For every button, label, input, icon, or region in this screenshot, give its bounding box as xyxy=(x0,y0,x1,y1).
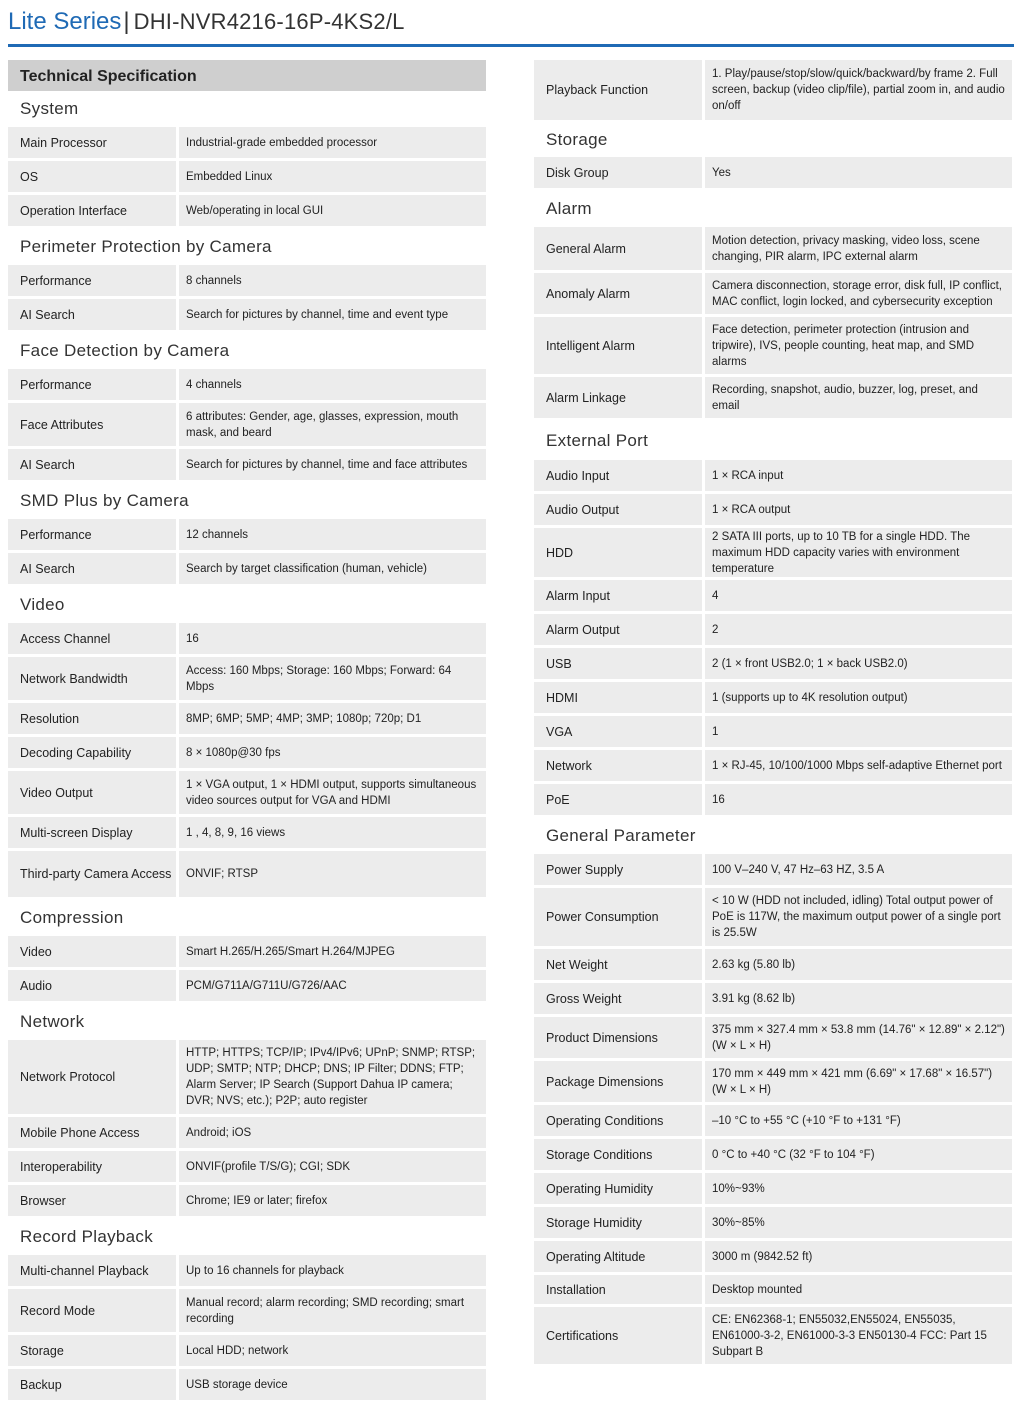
spec-value: 2 (1 × front USB2.0; 1 × back USB2.0) xyxy=(705,648,1012,679)
section-title-system: System xyxy=(20,99,79,118)
spec-label: Interoperability xyxy=(8,1151,176,1182)
spec-label: Video Output xyxy=(8,771,176,814)
spec-label: VGA xyxy=(534,716,702,747)
spec-label: Resolution xyxy=(8,703,176,734)
spec-label: Audio Input xyxy=(534,460,702,491)
spec-value: Desktop mounted xyxy=(705,1275,1012,1304)
spec-value: Search by target classification (human, vehicle) xyxy=(179,553,486,584)
spec-label: USB xyxy=(534,648,702,679)
spec-label: OS xyxy=(8,161,176,192)
left-column xyxy=(8,60,486,1403)
spec-row-general-parameter-storage-conditions xyxy=(534,1139,1012,1170)
spec-value: Access: 160 Mbps; Storage: 160 Mbps; Forward: 64 Mbps xyxy=(179,657,486,700)
spec-row-perimeter-protection-by-camera-ai-search xyxy=(8,299,486,330)
spec-label: Performance xyxy=(8,265,176,296)
spec-label: Operating Humidity xyxy=(534,1173,702,1204)
spec-label: Audio xyxy=(8,970,176,1001)
spec-value: 4 channels xyxy=(179,369,486,400)
spec-row-general-parameter-product-dimensions xyxy=(534,1017,1012,1058)
spec-label: Net Weight xyxy=(534,949,702,980)
spec-value: 0 °C to +40 °C (32 °F to 104 °F) xyxy=(705,1139,1012,1170)
spec-row-general-parameter-operating-humidity xyxy=(534,1173,1012,1204)
section-title-record-playback: Record Playback xyxy=(20,1227,154,1246)
spec-row-system-operation-interface xyxy=(8,195,486,226)
spec-value: Android; iOS xyxy=(179,1117,486,1148)
spec-row-network-mobile-phone-access xyxy=(8,1117,486,1148)
spec-value: 1 × RCA input xyxy=(705,460,1012,491)
spec-row-video-third-party-camera-access xyxy=(8,851,486,897)
spec-row-network-interoperability xyxy=(8,1151,486,1182)
spec-value: HTTP; HTTPS; TCP/IP; IPv4/IPv6; UPnP; SNMP; RTSP; UDP; SMTP; NTP; DHCP; DNS; IP Filter; DDNS; FTP; Alarm Server; IP Search (Support Dahua IP camera; DVR; NVS; etc.); P2P; auto register xyxy=(179,1040,486,1114)
section-title-video: Video xyxy=(20,595,65,614)
spec-value: Industrial-grade embedded processor xyxy=(179,127,486,158)
spec-label: Record Mode xyxy=(8,1289,176,1332)
spec-row-smd-plus-by-camera-performance xyxy=(8,519,486,550)
spec-label: Face Attributes xyxy=(8,403,176,446)
spec-label: Power Consumption xyxy=(534,888,702,946)
spec-label: Backup xyxy=(8,1369,176,1400)
spec-value: 1 × VGA output, 1 × HDMI output, supports simultaneous video sources output for VGA and HDMI xyxy=(179,771,486,814)
spec-value: Motion detection, privacy masking, video loss, scene changing, PIR alarm, IPC external alarm xyxy=(705,227,1012,270)
section-title-perimeter-protection-by-camera: Perimeter Protection by Camera xyxy=(20,237,272,256)
spec-row-video-resolution xyxy=(8,703,486,734)
spec-row-external-port-hdmi xyxy=(534,682,1012,713)
spec-value: 16 xyxy=(705,784,1012,815)
header-separator: | xyxy=(123,8,130,35)
spec-table-title: Technical Specification xyxy=(8,60,486,91)
spec-row-general-parameter-certifications xyxy=(534,1307,1012,1364)
spec-row-external-port-network xyxy=(534,750,1012,781)
spec-row-video-multi-screen-display xyxy=(8,817,486,848)
section-title-face-detection-by-camera: Face Detection by Camera xyxy=(20,341,230,360)
spec-label: Alarm Linkage xyxy=(534,377,702,418)
spec-value: 170 mm × 449 mm × 421 mm (6.69" × 17.68" × 16.57") (W × L × H) xyxy=(705,1061,1012,1102)
spec-value: 8 × 1080p@30 fps xyxy=(179,737,486,768)
spec-label: Certifications xyxy=(534,1307,702,1364)
spec-value: 30%~85% xyxy=(705,1207,1012,1238)
spec-value: 1 xyxy=(705,716,1012,747)
spec-value: 100 V–240 V, 47 Hz–63 HZ, 3.5 A xyxy=(705,854,1012,885)
spec-label: Operating Altitude xyxy=(534,1241,702,1272)
spec-label: Alarm Output xyxy=(534,614,702,645)
spec-value: 3.91 kg (8.62 lb) xyxy=(705,983,1012,1014)
spec-value: 12 channels xyxy=(179,519,486,550)
spec-value: 10%~93% xyxy=(705,1173,1012,1204)
spec-label: Browser xyxy=(8,1185,176,1216)
spec-label: Operation Interface xyxy=(8,195,176,226)
spec-value: Yes xyxy=(705,157,1012,188)
spec-label: Storage Conditions xyxy=(534,1139,702,1170)
spec-value: 1 (supports up to 4K resolution output) xyxy=(705,682,1012,713)
spec-label: Third-party Camera Access xyxy=(8,851,176,897)
spec-row-alarm-anomaly-alarm xyxy=(534,273,1012,314)
spec-value: ONVIF(profile T/S/G); CGI; SDK xyxy=(179,1151,486,1182)
document-header xyxy=(8,8,405,42)
spec-value: Smart H.265/H.265/Smart H.264/MJPEG xyxy=(179,936,486,967)
spec-label: Multi-channel Playback xyxy=(8,1255,176,1286)
spec-row-general-parameter-operating-altitude xyxy=(534,1241,1012,1272)
spec-row-system-os xyxy=(8,161,486,192)
spec-value: Up to 16 channels for playback xyxy=(179,1255,486,1286)
spec-label: Disk Group xyxy=(534,157,702,188)
spec-label: Network xyxy=(534,750,702,781)
spec-value: Web/operating in local GUI xyxy=(179,195,486,226)
spec-value: 8 channels xyxy=(179,265,486,296)
spec-row-network-browser xyxy=(8,1185,486,1216)
spec-label: PoE xyxy=(534,784,702,815)
spec-label: Gross Weight xyxy=(534,983,702,1014)
spec-value: Chrome; IE9 or later; firefox xyxy=(179,1185,486,1216)
spec-label: Video xyxy=(8,936,176,967)
spec-label: Decoding Capability xyxy=(8,737,176,768)
section-title-general-parameter: General Parameter xyxy=(546,826,696,845)
header-rule xyxy=(8,44,1014,47)
spec-row-perimeter-protection-by-camera-performance xyxy=(8,265,486,296)
spec-label: Audio Output xyxy=(534,494,702,525)
spec-value: 6 attributes: Gender, age, glasses, expression, mouth mask, and beard xyxy=(179,403,486,446)
section-title-storage: Storage xyxy=(546,130,608,149)
spec-row-external-port-vga xyxy=(534,716,1012,747)
spec-row-general-parameter-operating-conditions xyxy=(534,1105,1012,1136)
spec-label: Operating Conditions xyxy=(534,1105,702,1136)
spec-label: AI Search xyxy=(8,299,176,330)
spec-label: Product Dimensions xyxy=(534,1017,702,1058)
spec-row-face-detection-by-camera-face-attributes xyxy=(8,403,486,446)
spec-label: Storage xyxy=(8,1335,176,1366)
spec-label: HDMI xyxy=(534,682,702,713)
spec-value: Local HDD; network xyxy=(179,1335,486,1366)
spec-value: Embedded Linux xyxy=(179,161,486,192)
spec-row-general-parameter-storage-humidity xyxy=(534,1207,1012,1238)
section-title-alarm: Alarm xyxy=(546,199,592,218)
spec-row-face-detection-by-camera-ai-search xyxy=(8,449,486,480)
spec-label: Storage Humidity xyxy=(534,1207,702,1238)
spec-value: PCM/G711A/G711U/G726/AAC xyxy=(179,970,486,1001)
spec-row-external-port-audio-output xyxy=(534,494,1012,525)
spec-value: ONVIF; RTSP xyxy=(179,851,486,897)
spec-value: 1 , 4, 8, 9, 16 views xyxy=(179,817,486,848)
spec-label: Performance xyxy=(8,369,176,400)
spec-label: Package Dimensions xyxy=(534,1061,702,1102)
spec-row-general-parameter-gross-weight xyxy=(534,983,1012,1014)
spec-row-external-port-poe xyxy=(534,784,1012,815)
section-title-smd-plus-by-camera: SMD Plus by Camera xyxy=(20,491,189,510)
spec-row-smd-plus-by-camera-ai-search xyxy=(8,553,486,584)
spec-label: Network Protocol xyxy=(8,1040,176,1114)
spec-label: Performance xyxy=(8,519,176,550)
spec-row-alarm-intelligent-alarm xyxy=(534,317,1012,374)
spec-label: Alarm Input xyxy=(534,580,702,611)
spec-row-alarm-alarm-linkage xyxy=(534,377,1012,418)
spec-label: Multi-screen Display xyxy=(8,817,176,848)
spec-value: Search for pictures by channel, time and event type xyxy=(179,299,486,330)
spec-row-external-port-alarm-input xyxy=(534,580,1012,611)
spec-row-continued-playback-function xyxy=(534,60,1012,120)
spec-value: < 10 W (HDD not included, idling) Total output power of PoE is 117W, the maximum output power of a single port is 25.5W xyxy=(705,888,1012,946)
section-title-external-port: External Port xyxy=(546,430,649,450)
spec-value: 2 xyxy=(705,614,1012,645)
spec-row-record-playback-storage xyxy=(8,1335,486,1366)
spec-label: Network Bandwidth xyxy=(8,657,176,700)
spec-row-record-playback-multi-channel-playback xyxy=(8,1255,486,1286)
spec-row-general-parameter-power-supply xyxy=(534,854,1012,885)
spec-label: General Alarm xyxy=(534,227,702,270)
spec-value: 2 SATA III ports, up to 10 TB for a single HDD. The maximum HDD capacity varies with environment temperature xyxy=(705,528,1012,577)
spec-row-general-parameter-package-dimensions xyxy=(534,1061,1012,1102)
spec-row-external-port-usb xyxy=(534,648,1012,679)
spec-value: 1 × RCA output xyxy=(705,494,1012,525)
spec-value: 375 mm × 327.4 mm × 53.8 mm (14.76" × 12.89" × 2.12") (W × L × H) xyxy=(705,1017,1012,1058)
spec-row-general-parameter-installation xyxy=(534,1275,1012,1304)
spec-row-network-network-protocol xyxy=(8,1040,486,1114)
spec-label: Access Channel xyxy=(8,623,176,654)
spec-row-external-port-hdd xyxy=(534,528,1012,577)
spec-row-video-access-channel xyxy=(8,623,486,654)
spec-label: AI Search xyxy=(8,449,176,480)
spec-row-record-playback-backup xyxy=(8,1369,486,1400)
spec-row-system-main-processor xyxy=(8,127,486,158)
spec-row-face-detection-by-camera-performance xyxy=(8,369,486,400)
spec-value: 1. Play/pause/stop/slow/quick/backward/by frame 2. Full screen, backup (video clip/file), partial zoom in, and audio on/off xyxy=(705,60,1012,120)
spec-value: 1 × RJ-45, 10/100/1000 Mbps self-adaptive Ethernet port xyxy=(705,750,1012,781)
spec-row-video-decoding-capability xyxy=(8,737,486,768)
spec-value: Face detection, perimeter protection (intrusion and tripwire), IVS, people counting, heat map, and SMD alarms xyxy=(705,317,1012,374)
spec-row-external-port-audio-input xyxy=(534,460,1012,491)
spec-value: 8MP; 6MP; 5MP; 4MP; 3MP; 1080p; 720p; D1 xyxy=(179,703,486,734)
spec-value: CE: EN62368-1; EN55032,EN55024, EN55035, EN61000-3-2, EN61000-3-3 EN50130-4 FCC: Part 15 Subpart B xyxy=(705,1307,1012,1364)
spec-row-compression-video xyxy=(8,936,486,967)
spec-value: –10 °C to +55 °C (+10 °F to +131 °F) xyxy=(705,1105,1012,1136)
spec-value: Manual record; alarm recording; SMD recording; smart recording xyxy=(179,1289,486,1332)
spec-value: 16 xyxy=(179,623,486,654)
spec-label: Main Processor xyxy=(8,127,176,158)
series-name: Lite Series xyxy=(8,8,122,35)
spec-value: Camera disconnection, storage error, disk full, IP conflict, MAC conflict, login locked, and cybersecurity exception xyxy=(705,273,1012,314)
spec-row-alarm-general-alarm xyxy=(534,227,1012,270)
spec-label: Mobile Phone Access xyxy=(8,1117,176,1148)
model-number: DHI-NVR4216-16P-4KS2/L xyxy=(133,9,405,34)
spec-label: Intelligent Alarm xyxy=(534,317,702,374)
spec-value: Search for pictures by channel, time and face attributes xyxy=(179,449,486,480)
spec-row-record-playback-record-mode xyxy=(8,1289,486,1332)
spec-row-general-parameter-power-consumption xyxy=(534,888,1012,946)
right-column xyxy=(534,60,1012,1367)
spec-row-general-parameter-net-weight xyxy=(534,949,1012,980)
spec-label: Anomaly Alarm xyxy=(534,273,702,314)
spec-label: Power Supply xyxy=(534,854,702,885)
section-title-compression: Compression xyxy=(20,908,124,927)
spec-value: Recording, snapshot, audio, buzzer, log, preset, and email xyxy=(705,377,1012,418)
spec-value: USB storage device xyxy=(179,1369,486,1400)
spec-label: AI Search xyxy=(8,553,176,584)
spec-row-external-port-alarm-output xyxy=(534,614,1012,645)
spec-label: HDD xyxy=(534,528,702,577)
spec-row-compression-audio xyxy=(8,970,486,1001)
spec-label: Installation xyxy=(534,1275,702,1304)
section-title-network: Network xyxy=(20,1012,85,1031)
spec-row-video-network-bandwidth xyxy=(8,657,486,700)
spec-row-video-video-output xyxy=(8,771,486,814)
spec-value: 3000 m (9842.52 ft) xyxy=(705,1241,1012,1272)
spec-value: 4 xyxy=(705,580,1012,611)
spec-label: Playback Function xyxy=(534,60,702,120)
spec-value: 2.63 kg (5.80 lb) xyxy=(705,949,1012,980)
spec-row-storage-disk-group xyxy=(534,157,1012,188)
